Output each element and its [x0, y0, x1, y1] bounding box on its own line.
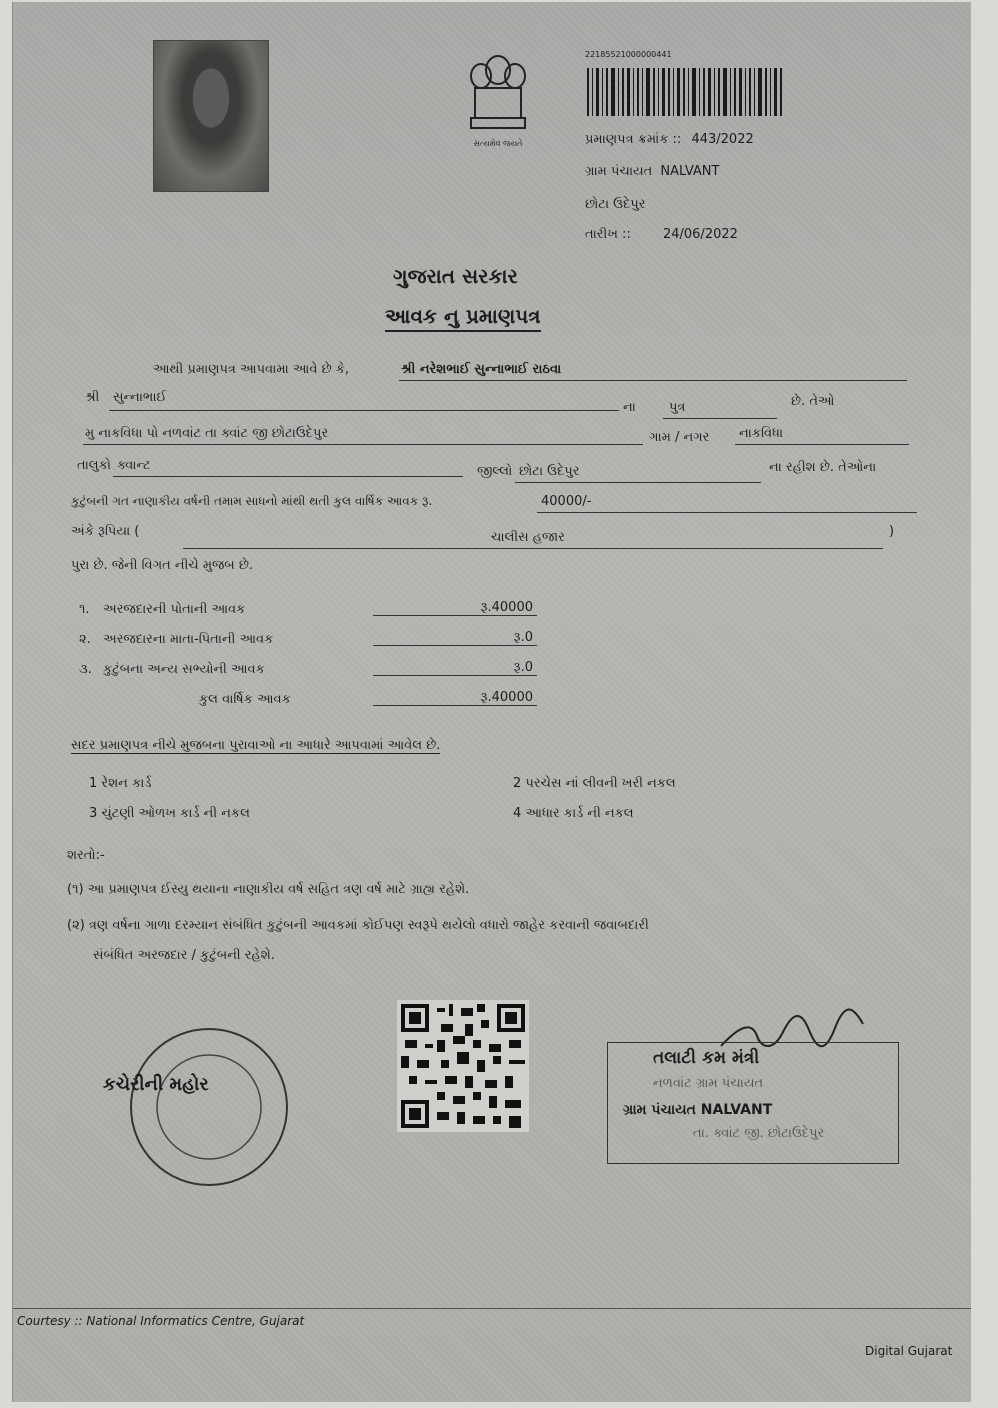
- evidence-item: 3 ચુંટણી ઓળખ કાર્ડ ની નકલ: [89, 806, 250, 821]
- national-emblem-icon: [453, 42, 543, 152]
- village-label: ગામ / નગર: [649, 430, 710, 445]
- taluka-label: તાલુકો: [77, 458, 112, 473]
- relation-prefix: ના: [623, 400, 636, 415]
- relation: પુત્ર: [669, 400, 686, 415]
- cert-number-row: [585, 132, 754, 147]
- office-seal-text: કચેરીની મહોર: [103, 1074, 209, 1095]
- talati-line-1: નળવાંટ ગ્રામ પંચાયત: [653, 1076, 764, 1091]
- table-row: ૩. કુટુંબના અન્ય સભ્યોની આવક રૂ.0: [79, 660, 539, 690]
- table-row: ૨. અરજદારના માતા-પિતાની આવક રૂ.0: [79, 630, 539, 660]
- talati-line-3: તા. ક્વાંટ જી. છોટાઉદેપુર: [693, 1126, 825, 1141]
- talati-line-2: ગ્રામ પંચાયત NALVANT: [623, 1102, 773, 1118]
- certificate-page: [12, 2, 971, 1402]
- emblem-caption: સત્યમેવ જયતે: [473, 139, 523, 148]
- panchayat-name: NALVANT: [660, 164, 720, 179]
- district-label: જીલ્લો: [477, 464, 513, 479]
- village: નાકવિધા: [739, 426, 784, 441]
- words-label: અંકે રૂપિયા (: [71, 524, 140, 539]
- resident-suffix: ના રહીશ છે. તેઓના: [769, 460, 877, 475]
- talati-title: તલાટી કમ મંત્રી: [653, 1048, 760, 1068]
- evidence-item: 2 પરચેસ નાં લીવની ખરી નકલ: [513, 776, 676, 791]
- barcode-icon: [585, 60, 785, 120]
- issue-date: 24/06/2022: [662, 227, 738, 242]
- detail-line: પુરા છે. જેની વિગત નીચે મુજબ છે.: [71, 558, 254, 573]
- digital-gujarat-brand: Digital Gujarat: [865, 1344, 953, 1358]
- cert-number-label: પ્રમાણપત્ર ક્રમાંક ::: [585, 132, 682, 147]
- amount-in-words: ચાલીસ હજાર: [491, 530, 565, 545]
- income-line: કુટુંબની ગત નાણાકીય વર્ષની તમામ સાધનો માંથી થતી કુલ વાર્ષિક આવક રૂ.: [71, 494, 433, 508]
- income-amount: 40000/-: [541, 494, 592, 509]
- govt-title: ગુજરાત સરકાર: [393, 264, 518, 288]
- words-close: ): [889, 524, 895, 539]
- evidence-item: 4 આધાર કાર્ડ ની નકલ: [513, 806, 634, 821]
- condition-2-cont: સંબંધિત અરજદાર / કુટુંબની રહેશે.: [93, 948, 275, 963]
- father-prefix: શ્રી: [85, 390, 100, 405]
- cert-title: આવક નુ પ્રમાણપત્ર: [385, 304, 541, 332]
- income-table: [79, 600, 539, 720]
- applicant-photo: [153, 40, 269, 192]
- panchayat-row: [585, 164, 719, 179]
- qr-code-icon: [397, 997, 529, 1135]
- applicant-name: શ્રી નરેશભાઈ સુન્નાભાઈ રાઠવા: [401, 362, 562, 377]
- condition-2: (૨) ત્રણ વર્ષના ગાળા દરમ્યાન સંબંધિત કુટુંબની આવકમાં કોઈપણ સ્વરૂપે થયેલો વધારો જાહેર કરવાની જવાબદારી: [67, 918, 649, 933]
- table-row: ૧. અરજદારની પોતાની આવક રૂ.40000: [79, 600, 539, 630]
- conditions-heading: શરતો:-: [67, 848, 105, 863]
- courtesy-text: Courtesy :: National Informatics Centre, Gujarat: [17, 1314, 305, 1328]
- barcode-number: 22185521000000441: [585, 50, 672, 59]
- district: છોટા ઉદેપુર: [519, 464, 580, 479]
- date-label: તારીખ ::: [585, 227, 631, 242]
- cert-number: 443/2022: [691, 132, 754, 147]
- office-seal-icon: [125, 1022, 293, 1192]
- condition-1: (૧) આ પ્રમાણપત્ર ઈસ્યુ થયાના નાણાકીય વર્ષ સહિત ત્રણ વર્ષ માટે ગ્રાહ્ય રહેશે.: [67, 882, 470, 897]
- taluka: ક્વાન્ટ: [117, 458, 151, 473]
- father-name: સુન્નાભાઈ: [113, 390, 167, 405]
- intro-text: આથી પ્રમાણપત્ર આપવામા આવે છે કે,: [153, 362, 350, 377]
- address: મુ નાકવિધા પો નળવાંટ તા ક્વાંટ જી છોટાઉદેપુર: [85, 426, 329, 441]
- panchayat-label: ગ્રામ પંચાયત: [585, 164, 653, 179]
- header-district: છોટા ઉદેપુર: [585, 197, 646, 212]
- evidence-item: 1 રેશન કાર્ડ: [89, 776, 152, 791]
- date-row: [585, 227, 738, 242]
- they-suffix: છે. તેઓ: [791, 394, 835, 409]
- table-row-total: કુલ વાર્ષિક આવક રૂ.40000: [79, 690, 539, 720]
- evidence-heading: સદર પ્રમાણપત્ર નીચે મુજબના પુરાવાઓ ના આધારે આપવામાં આવેલ છે.: [71, 738, 441, 753]
